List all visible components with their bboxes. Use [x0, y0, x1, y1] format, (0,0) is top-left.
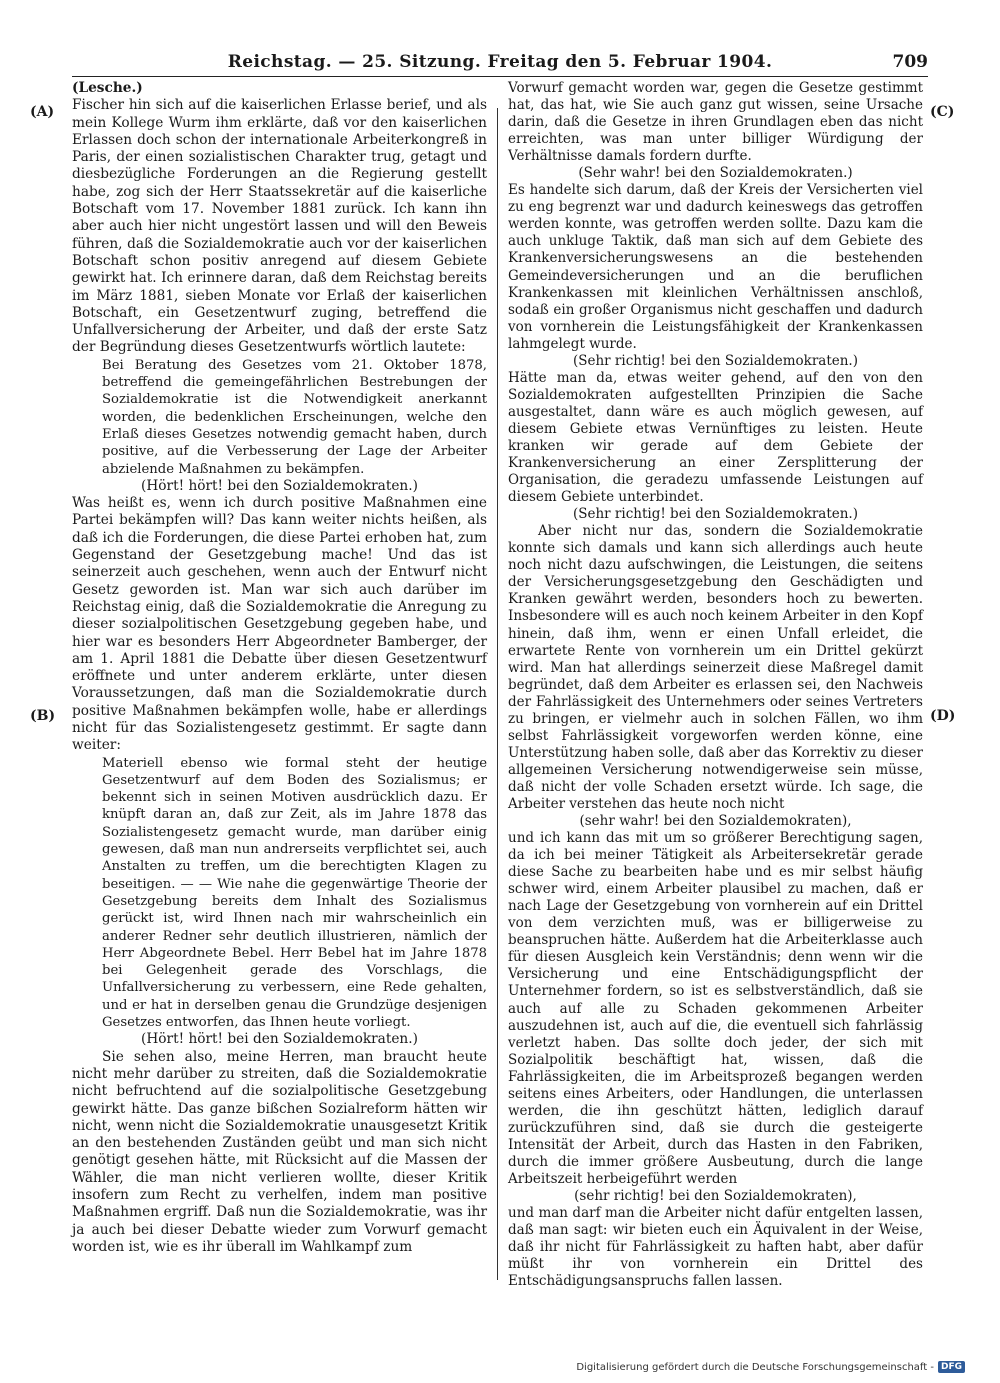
left-paragraph: Sie sehen also, meine Herren, man braucht heute nicht mehr darüber zu streiten, daß die Sozialdemokratie nicht befruchtend auf die sozialpolitische Gesetzgebung gewirkt hätte. Das ganze bißchen Sozialreform hätten wir nicht, wenn nicht die Sozialdemokratie unausgesetzt Kritik an den bestehenden Zuständen geübt und man sich nicht genötigt gesehen hätte, mit Rücksicht auf die Massen der Wähler, die man nicht verlieren wollte, dieser Kritik insofern zum Recht zu verhelfen, indem man positive Maßnahmen ergriff. Daß nun die Sozialdemokratie, was ihr ja auch bei dieser Debatte wieder zum Vorwurf gemacht worden ist, wie es ihr überall im Wahlkampf zum — [72, 1048, 487, 1255]
left-paragraph: Was heißt es, wenn ich durch positive Maßnahmen eine Partei bekämpfen will? Das kann weiter nichts heißen, als daß ich die Forderungen, die diese Partei erhoben hat, zum Gegenstand der Gesetzgebung mache! Und das ist seinerzeit auch geschehen, wenn auch der Entwurf nicht Gesetz geworden ist. Man war sich auch darüber im Reichstag einig, daß die Sozialdemokratie die Anregung zu dieser sozialpolitischen Gesetzgebung gegeben habe, und hier war es besonders Herr Abgeordneter Bamberger, der am 1. April 1881 die Debatte über diesen Gesetzentwurf eröffnete und unter anderem erklärte, unter diesen Voraussetzungen, daß man die Sozialdemokratie durch positive Maßnahmen bekämpfen wolle, habe er allerdings nicht für das Sozialistengesetz gestimmt. Er sagte dann weiter: — [72, 495, 487, 754]
right-paragraph: und ich kann das mit um so größerer Berechtigung sagen, da ich bei meiner Tätigkeit als Arbeitersekretär gerade diese Sache zu bearbeiten habe und es mir selbst häufig schwer wird, einem Arbeiter plausibel zu machen, daß er nach Lage der Gesetzgebung von vornherein auf ein Drittel von dem verzichten muß, was er billigerweise zu beanspruchen hätte. Außerdem hat die Arbeiterklasse auch für diesen Ausgleich kein Verständnis; denn wenn wir die Versicherung und eine Entschädigungspflicht der Unternehmer fordern, so ist es selbstverständlich, daß sie auch auf alle zu Schaden gekommenen Arbeiter auszudehnen ist, auch auf die, die eventuell sich fahrlässig verletzt haben. Das sollte doch jeder, der sich mit Sozialpolitik beschäftigt hat, wissen, daß die Fahrlässigkeiten, die im Arbeitsprozeß begangen werden seitens eines Arbeiters, oder Handlungen, die unterlassen werden, die ihn geschützt hätten, lediglich darauf zurückzuführen sind, daß sie durch die gesteigerte Intensität der Arbeit, durch das Hasten in den Fabriken, durch die immer größere Ausbeutung, durch die lange Arbeitszeit herbeigeführt werden — [508, 830, 923, 1187]
dfg-logo: DFG — [938, 1361, 965, 1373]
left-speaker-name: (Lesche.) — [72, 80, 143, 96]
right-paragraph: Vorwurf gemacht worden war, gegen die Gesetze gestimmt hat, das hat, wie Sie auch ganz gut wissen, seine Ursache darin, daß die Gesetze in ihren Grundlagen eben das nicht erreichten, was man unter billiger Würdigung der Verhältnisse damals fordern durfte. — [508, 80, 923, 165]
right-column — [508, 80, 923, 1290]
left-interjection: (Hört! hört! bei den Sozialdemokraten.) — [141, 1031, 418, 1048]
right-interjection: (Sehr richtig! bei den Sozialdemokraten.) — [572, 352, 858, 369]
left-quotation: Materiell ebenso wie formal steht der heutige Gesetzentwurf auf dem Boden des Sozialismus; er bekennt sich in seinen Motiven ausdrücklich dazu. Er knüpft daran an, daß zur Zeit, als im Jahre 1878 das Sozialistengesetz gemacht wurde, man darüber einig gewesen, daß man nun andrerseits verpflichtet sei, auch Anstalten zu treffen, um die berechtigten Klagen zu beseitigen. — — Wie nahe die gegenwärtige Theorie der Gesetzgebung bereits dem Inhalt des Sozialismus gerückt ist, wird Ihnen nach mir wahrscheinlich ein anderer Redner sehr deutlich illustrieren, nämlich der Herr Abgeordnete Bebel. Herr Bebel hat im Jahre 1878 bei Gelegenheit gerade des Vorschlags, die Unfallversicherung zu verbessern, eine Rede gehalten, und er hat in derselben genau die Grundzüge desjenigen Gesetzes entworfen, das Ihnen heute vorliegt. — [102, 755, 487, 1031]
margin-marker-b: (B) — [30, 708, 56, 724]
column-divider — [497, 108, 498, 1280]
right-interjection: (sehr richtig! bei den Sozialdemokraten), — [574, 1188, 857, 1205]
margin-marker-d: (D) — [930, 708, 956, 724]
right-paragraph: und man darf man die Arbeiter nicht dafür entgelten lassen, daß man sagt: wir bieten euch ein Äquivalent in der Weise, daß ihr nicht für Fahrlässigkeit zu haften habt, aber dafür müßt ihr von vornherein ein Drittel des Entschädigungsanspruchs fallen lassen. — [508, 1205, 923, 1290]
left-quotation: Bei Beratung des Gesetzes vom 21. Oktober 1878, betreffend die gemeingefährlichen Bestrebungen der Sozialdemokratie ist die Notwendigkeit anerkannt worden, die bedenklichen Erscheinungen, welche den Erlaß dieses Gesetzes notwendig gemacht haben, durch positive, auf die Verbesserung der Lage der Arbeiter abzielende Maßnahmen zu bekämpfen. — [102, 357, 487, 477]
left-interjection: (Hört! hört! bei den Sozialdemokraten.) — [141, 477, 418, 494]
left-column — [72, 80, 487, 1256]
page-title: Reichstag. — 25. Sitzung. Freitag den 5. Februar 1904. — [227, 52, 773, 72]
page-header — [72, 52, 928, 76]
footer — [576, 1361, 965, 1373]
footer-credit: Digitalisierung gefördert durch die Deutsche Forschungsgemeinschaft - — [576, 1362, 934, 1373]
right-interjection: (Sehr richtig! bei den Sozialdemokraten.) — [572, 506, 858, 523]
right-paragraph: Es handelte sich darum, daß der Kreis der Versicherten viel zu eng begrenzt war und dadurch keineswegs das getroffen werden konnte, was getroffen werden sollte. Dazu kam die auch unkluge Taktik, daß man sich auf dem Gebiete des Krankenversicherungswesens an die bestehenden Gemeindeversicherungen und an die beruflichen Krankenkassen mit kleinlichen Verhältnissen anschloß, sodaß ein großer Organismus nicht geschaffen und dadurch von vornherein die Leistungsfähigkeit der Krankenkassen lahmgelegt wurde. — [508, 182, 923, 352]
right-paragraph: Aber nicht nur das, sondern die Sozialdemokratie konnte sich damals und kann sich allerdings auch heute noch nicht dazu aufschwingen, die Leistungen, die seitens der Versicherungsgesetzgebung den Geschädigten und Kranken gewährt werden, besonders hoch zu bewerten. Insbesondere will es auch noch keinem Arbeiter in den Kopf hinein, daß ihm, wenn er einen Unfall erleidet, die erwartete Rente von vornherein um ein Drittel gekürzt wird. Man hat allerdings seinerzeit diese Maßregel damit begründet, daß dem Arbeiter es erlassen sei, den Nachweis der Fahrlässigkeit des Unternehmers oder seines Vertreters zu bringen, er vielmehr auch in solchen Fällen, wo ihm selbst Fahrlässigkeit vorgeworfen werden könne, eine Unterstützung haben solle, daß aber das Korrektiv zu dieser allgemeinen Versicherung notwendigerweise sein müsse, daß nicht der volle Schaden ersetzt würde. Ich sage, die Arbeiter verstehen das heute noch nicht — [508, 523, 923, 812]
page-number: 709 — [892, 52, 928, 72]
left-paragraph: Fischer hin sich auf die kaiserlichen Erlasse berief, und als mein Kollege Wurm ihm erklärte, daß vor den kaiserlichen Erlassen doch schon der internationale Arbeiterkongreß in Paris, der einen sozialistischen Charakter trug, getagt und diesbezügliche Forderungen an die Regierung gestellt habe, zog sich der Herr Staatssekretär auf die kaiserliche Botschaft vom 17. November 1881 zurück. Ich kann ihn aber auch hier nicht ungestört lassen und will den Beweis führen, daß die Sozialdemokratie auch vor der kaiserlichen Botschaft schon positiv anregend auf diesem Gebiete gewirkt hat. Ich erinnere daran, daß dem Reichstag bereits im März 1881, sieben Monate vor Erlaß der kaiserlichen Botschaft, ein Gesetzentwurf zuging, betreffend die Unfallversicherung der Arbeiter, und daß der erste Satz der Begründung dieses Gesetzentwurfs wörtlich lautete: — [72, 97, 487, 356]
margin-marker-c: (C) — [930, 104, 955, 120]
margin-marker-a: (A) — [30, 104, 55, 120]
right-paragraph: Hätte man da, etwas weiter gehend, auf den von den Sozialdemokraten aufgestellten Prinzipien die Sache ausgestaltet, dann wäre es auch möglich gewesen, auf diesem Gebiete etwas Vernünftiges zu leisten. Heute kranken wir gerade auf dem Gebiete der Krankenversicherung an einer Zersplitterung der Organisation, die geradezu umfassende Leistungen auf diesem Gebiete unterbindet. — [508, 369, 923, 506]
right-interjection: (Sehr wahr! bei den Sozialdemokraten.) — [578, 165, 853, 182]
header-rule — [72, 76, 928, 77]
right-interjection: (sehr wahr! bei den Sozialdemokraten), — [579, 813, 852, 830]
